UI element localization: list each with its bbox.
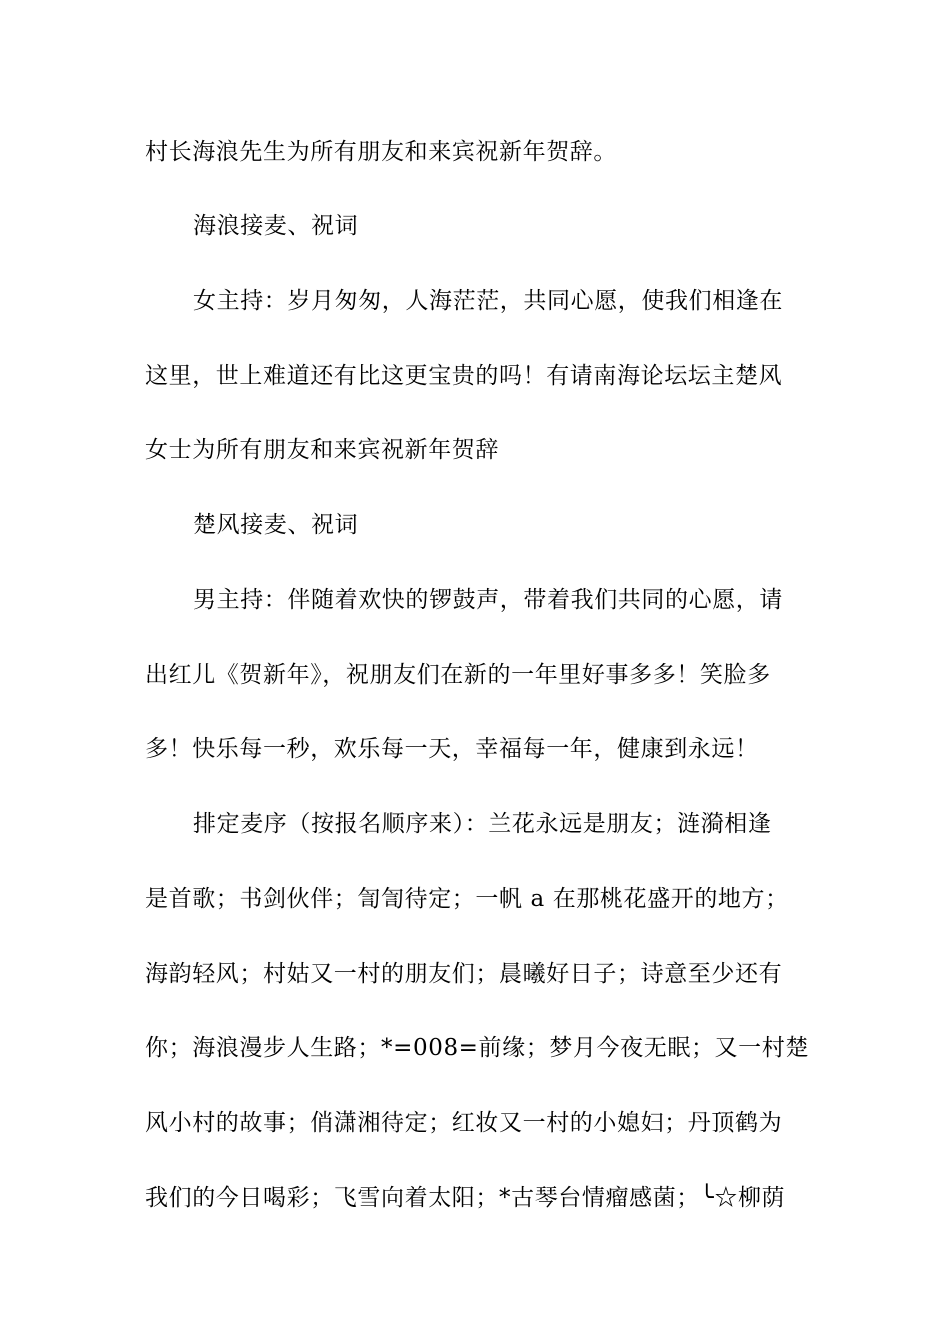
text-line-5: 女士为所有朋友和来宾祝新年贺辞 — [145, 437, 499, 463]
text-line-15: 我们的今日喝彩；飞雪向着太阳；*古琴台情瘤感菌；╰☆柳荫 — [145, 1185, 786, 1211]
text-line-7: 男主持：伴随着欢快的锣鼓声，带着我们共同的心愿，请 — [193, 587, 783, 613]
text-line-6: 楚风接麦、祝词 — [193, 512, 359, 538]
text-line-12: 海韵轻风；村姑又一村的朋友们；晨曦好日子；诗意至少还有 — [145, 961, 783, 987]
text-line-3: 女主持：岁月匆匆，人海茫茫，共同心愿，使我们相逢在 — [193, 288, 783, 314]
text-line-11: 是首歌；书剑伙伴；訇訇待定；一帆 a 在那桃花盛开的地方； — [145, 886, 789, 912]
text-line-1: 村长海浪先生为所有朋友和来宾祝新年贺辞。 — [145, 139, 617, 165]
text-line-13: 你；海浪漫步人生路；*=008=前缘；梦月今夜无眠；又一村楚 — [145, 1035, 809, 1061]
text-line-10: 排定麦序（按报名顺序来）：兰花永远是朋友；涟漪相逢 — [193, 811, 772, 837]
text-line-4: 这里，世上难道还有比这更宝贵的吗！有请南海论坛坛主楚风 — [145, 363, 783, 389]
text-line-14: 风小村的故事；俏潇湘待定；红妆又一村的小媳妇；丹顶鹤为 — [145, 1110, 783, 1136]
text-line-9: 多！快乐每一秒，欢乐每一天，幸福每一年，健康到永远！ — [145, 736, 759, 762]
text-line-8: 出红儿《贺新年》，祝朋友们在新的一年里好事多多！笑脸多 — [145, 662, 771, 688]
text-line-2: 海浪接麦、祝词 — [193, 213, 359, 239]
